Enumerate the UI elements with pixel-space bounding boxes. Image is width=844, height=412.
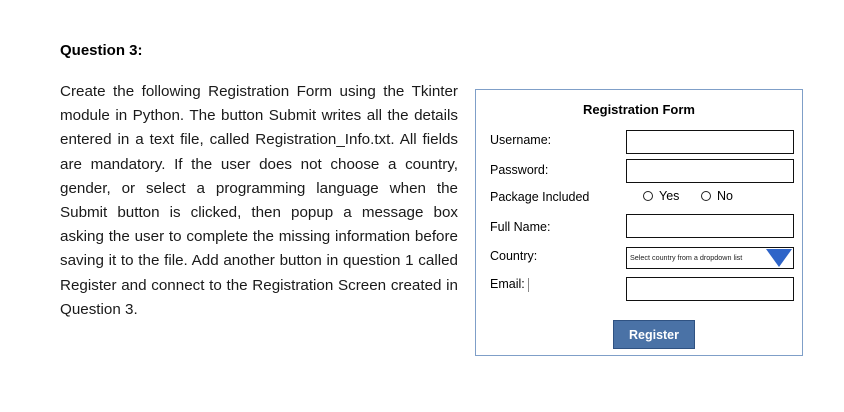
question-line: clicked, then popup a message box asking the user to <box>60 204 458 246</box>
radio-no-label: No <box>717 189 733 203</box>
email-label-text: Email: <box>490 277 525 291</box>
radio-yes-label: Yes <box>659 189 680 203</box>
country-label: Country: <box>490 249 538 263</box>
country-dropdown[interactable] <box>626 247 794 269</box>
question-line: the file. Add another button in question 1 called <box>138 252 458 270</box>
question-line: Create the following Registration Form using the <box>60 83 405 100</box>
question-text <box>60 80 458 322</box>
question-line: created in Question 3. <box>60 276 458 318</box>
registration-form-mockup <box>475 89 803 356</box>
email-label <box>490 277 529 292</box>
email-input[interactable] <box>626 277 794 301</box>
dropdown-arrow-icon[interactable] <box>766 249 792 267</box>
username-label: Username: <box>490 133 552 147</box>
password-label: Password: <box>490 163 549 177</box>
radio-yes[interactable] <box>643 189 679 203</box>
question-line: Register and connect to the Registration Screen <box>60 276 387 294</box>
full-name-input[interactable] <box>626 214 794 238</box>
radio-circle-icon <box>701 191 711 201</box>
radio-no[interactable] <box>701 189 733 203</box>
register-button[interactable]: Register <box>613 320 695 349</box>
question-line: Registration_Info.txt. All fields are mandatory. If the <box>60 131 458 173</box>
radio-circle-icon <box>643 191 653 201</box>
form-title: Registration Form <box>583 102 695 117</box>
text-cursor-icon <box>528 278 529 292</box>
question-line: programming language when the Submit button is <box>60 179 458 222</box>
question-line: complete the missing information before saving it to <box>60 228 458 270</box>
username-input[interactable] <box>626 130 794 154</box>
package-label: Package Included <box>490 190 590 204</box>
full-name-label: Full Name: <box>490 220 551 234</box>
question-heading: Question 3: <box>60 42 143 59</box>
question-line: all the details entered in a text file, called <box>60 107 458 149</box>
question-line: user does not choose a country, gender, or select a <box>60 155 458 197</box>
question-line: Tkinter module in Python. The button Submit writes <box>60 83 458 125</box>
country-placeholder: Select country from a dropdown list <box>630 253 743 262</box>
password-input[interactable] <box>626 159 794 183</box>
